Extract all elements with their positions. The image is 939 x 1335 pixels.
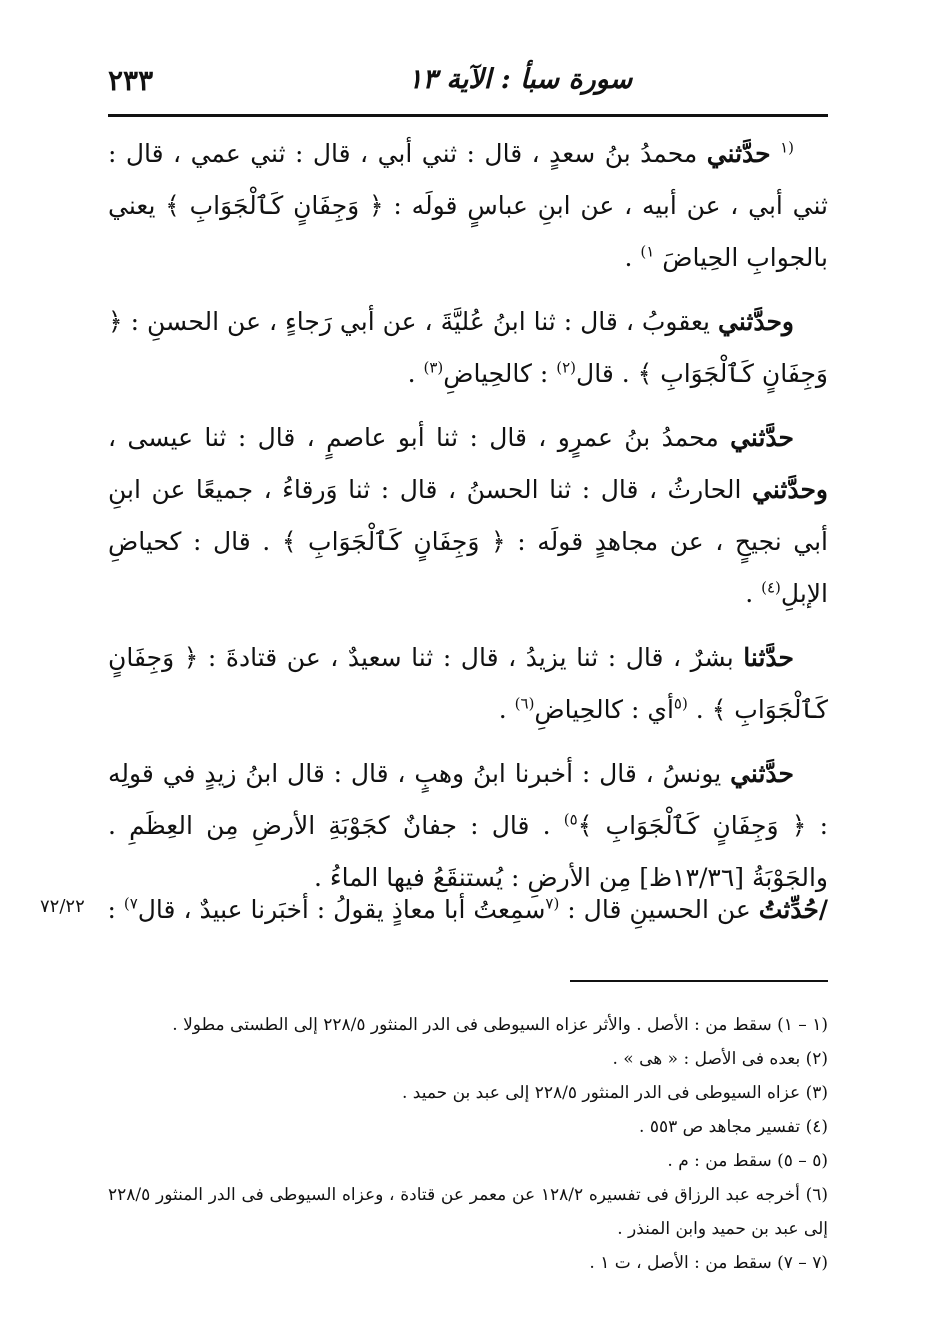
- variant-mark-close: ٧): [123, 894, 138, 913]
- narration-lead-second: وحدَّثني: [752, 475, 829, 504]
- paragraph-text: بشرٌ ، قال : ثنا يزيدُ ، قال : ثنا سعيدٌ ، عن قتادةَ : ﴿ وَجِفَانٍ كَٱلْجَوَابِ ﴾ .: [108, 643, 828, 724]
- paragraph-text-continued: أي : كالحِياضِ: [534, 695, 674, 724]
- narration-lead: حدَّثني: [730, 423, 794, 452]
- paragraph-text-continued: سمِعتُ أبا معاذٍ يقولُ : أخبَرنا عبيدٌ ، قال: [137, 895, 546, 924]
- footnote: (٢) بعده فى الأصل : « هى » .: [612, 1049, 828, 1069]
- paragraph-text: محمدُ بنُ سعدٍ ، قال : ثني أبي ، قال : ثني عمي ، قال : ثني أبي ، عن أبيه ، عن ابنِ عباسٍ قولَه : ﴿ وَجِفَانٍ كَٱلْجَوَابِ ﴾ يعني بالجوابِ الحِياضَ: [108, 139, 828, 272]
- narration-lead: /حُدِّثتُ: [758, 895, 828, 924]
- paragraph-text: عن الحسينِ قال :: [567, 895, 751, 924]
- variant-mark-close: ٥): [563, 810, 578, 829]
- narration-lead: حدَّثنا: [743, 643, 794, 672]
- footnote-ref: (٦): [514, 694, 535, 713]
- paragraph-tail: .: [407, 359, 424, 388]
- footnote: (١ – ١) سقط من : الأصل . والأثر عزاه السيوطى فى الدر المنثور ٢٢٨/٥ إلى الطستى مطولا .: [172, 1015, 828, 1035]
- footnote: (٥ – ٥) سقط من : م .: [667, 1151, 828, 1171]
- variant-mark-open: (١: [780, 138, 794, 157]
- footnote-rule: [570, 980, 828, 982]
- page-number: ٢٣٣: [108, 64, 154, 97]
- running-title: سورة سبأ : الآية ١٣: [408, 64, 633, 95]
- paragraph-2: [108, 296, 828, 400]
- paragraph-text-continued: : كالحِياضِ: [443, 359, 557, 388]
- paragraph-text: يونسُ ، قال : أخبرنا ابنُ وهبٍ ، قال : قال ابنُ زيدٍ في قولِه : ﴿ وَجِفَانٍ كَٱلْجَوَابِ ﴾: [108, 759, 829, 840]
- paragraph-tail: :: [107, 895, 124, 924]
- paragraph-tail: .: [498, 695, 515, 724]
- footnote: (٣) عزاه السيوطى فى الدر المنثور ٢٢٨/٥ إلى عبد بن حميد .: [401, 1083, 828, 1103]
- paragraph-text-continued: . قال : جفانٌ كجَوْبَةِ الأرضِ مِن العِظَمِ . والجَوْبَةُ [١٣/٣٦ظ] مِن الأرضِ : يُستنقَعُ فيها الماءُ .: [108, 811, 828, 892]
- margin-reference: ٧٢/٢٢: [40, 896, 85, 917]
- header-rule: [108, 114, 828, 117]
- variant-mark-open: (٧: [545, 894, 560, 913]
- paragraph-1: [108, 128, 828, 284]
- variant-mark-open: (٥: [673, 694, 688, 713]
- paragraph-text: محمدُ بنُ عمرٍو ، قال : ثنا أبو عاصمٍ ، قال : ثنا عيسى ،: [108, 423, 719, 452]
- footnote-ref: (٣): [423, 358, 444, 377]
- paragraph-4: [108, 632, 828, 736]
- footnotes: [108, 1008, 828, 1280]
- paragraph-6: [40, 884, 828, 936]
- paragraph-3: [108, 412, 828, 620]
- narration-lead: حدَّثني: [706, 139, 771, 168]
- main-text: [108, 128, 828, 916]
- paragraph-tail: .: [745, 579, 762, 608]
- variant-mark-close: ١): [640, 242, 655, 261]
- footnote-ref: (٤): [761, 578, 781, 597]
- narration-lead: حدَّثني: [730, 759, 794, 788]
- footnote: (٤) تفسير مجاهد ص ٥٥٣ .: [639, 1117, 828, 1137]
- narration-lead: وحدَّثني: [718, 307, 794, 336]
- footnote: (٧ – ٧) سقط من : الأصل ، ت ١ .: [589, 1253, 828, 1273]
- footnote-ref: (٢): [556, 358, 577, 377]
- page-header: [108, 58, 828, 108]
- paragraph-5: [108, 748, 828, 904]
- paragraph-tail: .: [624, 243, 641, 272]
- footnote: (٦) أخرجه عبد الرزاق فى تفسيره ١٢٨/٢ عن معمر عن قتادة ، وعزاه السيوطى فى الدر المنثور ٢٢٨/٥ إلى عبد بن حميد وابن المنذر .: [108, 1185, 828, 1239]
- paragraph-text-continued: الحارثُ ، قال : ثنا الحسنُ ، قال : ثنا وَرقاءُ ، جميعًا عن ابنِ أبي نجيحٍ ، عن مجاهدٍ قولَه : ﴿ وَجِفَانٍ كَٱلْجَوَابِ ﴾ . قال : كحياضِ الإبلِ: [108, 475, 828, 608]
- paragraph-text: يعقوبُ ، قال : ثنا ابنُ عُليَّةَ ، عن أبي رَجاءٍ ، عن الحسنِ : ﴿ وَجِفَانٍ كَٱلْجَوَابِ ﴾ . قال: [108, 307, 828, 388]
